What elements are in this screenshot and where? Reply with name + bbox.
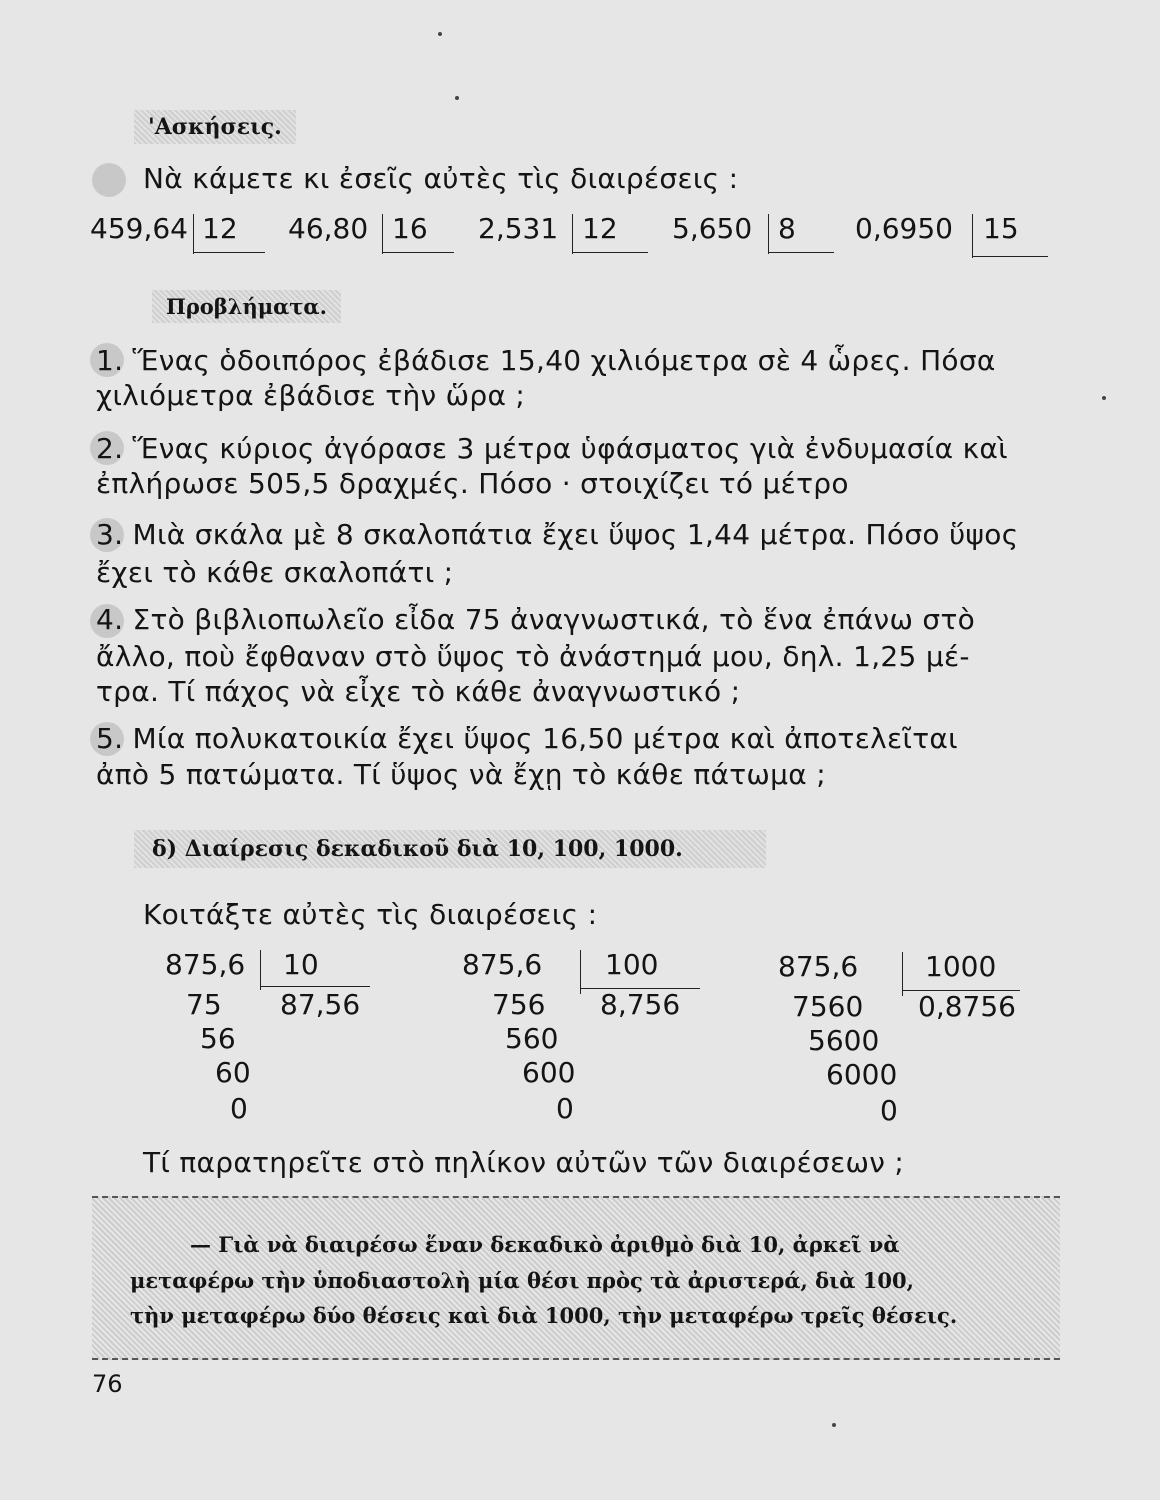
rule-line-1: — Γιὰ νὰ διαιρέσω ἕναν δεκαδικὸ ἀριθμὸ διὰ 10, ἀρκεῖ νὰ — [190, 1232, 900, 1257]
print-speck — [832, 1423, 836, 1427]
worked-dividend: 875,6 — [165, 948, 246, 981]
worked-step: 0 — [556, 1092, 574, 1125]
worked-divisor: 100 — [605, 948, 659, 981]
division-bar — [382, 214, 383, 254]
worked-step: 600 — [522, 1056, 576, 1089]
division-bar — [260, 950, 261, 990]
worked-step: 560 — [505, 1022, 559, 1055]
print-speck — [438, 32, 442, 36]
division-bar — [768, 252, 834, 253]
worked-dividend: 875,6 — [462, 948, 543, 981]
problem-4-line-2: ἄλλο, ποὺ ἔφθαναν στὸ ὕψος τὸ ἀνάστημά μου, δηλ. 1,25 μέ- — [96, 640, 970, 673]
bullet-marker — [92, 163, 126, 197]
exercise-divisor: 12 — [582, 212, 618, 245]
problem-3-line-2: ἔχει τὸ κάθε σκαλοπάτι ; — [96, 556, 454, 589]
worked-quotient: 8,756 — [600, 988, 681, 1021]
division-bar — [572, 214, 573, 254]
exercise-divisor: 12 — [202, 212, 238, 245]
worked-step: 7560 — [792, 990, 864, 1023]
exercise-dividend: 5,650 — [672, 212, 753, 245]
problem-4-line-3: τρα. Τί πάχος νὰ εἶχε τὸ κάθε ἀναγνωστικό ; — [96, 675, 741, 708]
section-instruction: Κοιτάξτε αὐτὲς τὶς διαιρέσεις : — [143, 898, 598, 931]
problem-5-line-2: ἀπὸ 5 πατώματα. Τί ὕψος νὰ ἔχῃ τὸ κάθε πάτωμα ; — [96, 758, 826, 791]
worked-step: 56 — [200, 1022, 236, 1055]
exercise-divisor: 15 — [983, 212, 1019, 245]
problem-3-line-1: 3. Μιὰ σκάλα μὲ 8 σκαλοπάτια ἔχει ὕψος 1,44 μέτρα. Πόσο ὕψος — [96, 518, 1019, 551]
print-speck — [1102, 396, 1106, 400]
worked-divisor: 10 — [283, 948, 319, 981]
division-bar — [768, 214, 769, 254]
worked-step: 0 — [880, 1094, 898, 1127]
exercise-divisor: 8 — [778, 212, 796, 245]
division-bar — [972, 214, 973, 258]
problem-5-line-1: 5. Μία πολυκατοικία ἔχει ὕψος 16,50 μέτρα καὶ ἀποτελεῖται — [96, 722, 958, 755]
division-bar — [382, 252, 454, 253]
problem-1-line-2: χιλιόμετρα ἐβάδισε τὴν ὥρα ; — [96, 379, 526, 412]
exercise-dividend: 0,6950 — [855, 212, 953, 245]
exercises-heading: 'Ασκήσεις. — [134, 110, 296, 144]
worked-step: 0 — [230, 1092, 248, 1125]
worked-step: 75 — [186, 988, 222, 1021]
problem-2-line-1: 2. Ἕνας κύριος ἀγόρασε 3 μέτρα ὑφάσματος γιὰ ἐνδυμασία καὶ — [96, 432, 1008, 465]
exercises-instruction: Νὰ κάμετε κι ἐσεῖς αὐτὲς τὶς διαιρέσεις : — [143, 162, 739, 195]
section-question: Τί παρατηρεῖτε στὸ πηλίκον αὐτῶν τῶν διαιρέσεων ; — [143, 1146, 905, 1179]
worked-step: 756 — [492, 988, 546, 1021]
exercise-divisor: 16 — [392, 212, 428, 245]
worked-quotient: 87,56 — [280, 988, 361, 1021]
exercise-dividend: 459,64 — [90, 212, 188, 245]
division-bar — [972, 256, 1048, 257]
exercise-dividend: 46,80 — [288, 212, 369, 245]
problem-4-line-1: 4. Στὸ βιβλιοπωλεῖο εἶδα 75 ἀναγνωστικά, τὸ ἕνα ἐπάνω στὸ — [96, 603, 976, 636]
page-number: 76 — [92, 1370, 123, 1398]
worked-divisor: 1000 — [925, 950, 997, 983]
worked-quotient: 0,8756 — [918, 990, 1016, 1023]
print-speck — [455, 96, 459, 100]
division-bar — [572, 252, 648, 253]
worked-step: 6000 — [826, 1058, 898, 1091]
rule-line-2: μεταφέρω τὴν ὑποδιαστολὴ μία θέσι πρὸς τὰ ἀριστερά, διὰ 100, — [130, 1268, 914, 1293]
division-bar — [193, 214, 194, 254]
worked-step: 60 — [215, 1056, 251, 1089]
division-bar — [193, 252, 265, 253]
division-bar — [260, 986, 370, 987]
rule-line-3: τὴν μεταφέρω δύο θέσεις καὶ διὰ 1000, τὴν μεταφέρω τρεῖς θέσεις. — [130, 1303, 958, 1328]
exercise-dividend: 2,531 — [478, 212, 559, 245]
problem-2-line-2: ἐπλήρωσε 505,5 δραχμές. Πόσο · στοιχίζει τό μέτρο — [96, 467, 849, 500]
worked-step: 5600 — [808, 1024, 880, 1057]
section-heading: δ) Διαίρεσις δεκαδικοῦ διὰ 10, 100, 1000. — [134, 830, 766, 868]
problems-heading: Προβλήματα. — [152, 290, 341, 323]
problem-1-line-1: 1. Ἕνας ὁδοιπόρος ἐβάδισε 15,40 χιλιόμετρα σὲ 4 ὧρες. Πόσα — [96, 344, 996, 377]
worked-dividend: 875,6 — [778, 950, 859, 983]
